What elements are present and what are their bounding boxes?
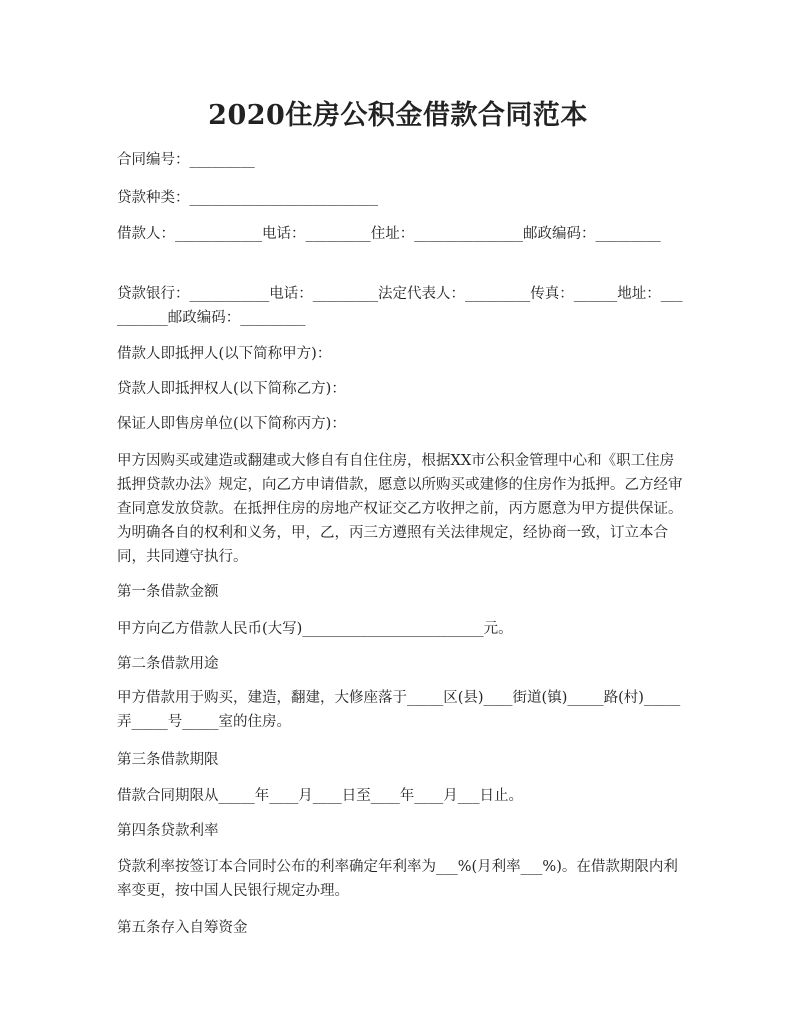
- lender-bank-info-line: 贷款银行：___________电话：_________法定代表人：_________传真：______地址：__________邮政编码：_________: [117, 286, 683, 326]
- article-1-body: 甲方向乙方借款人民币(大写)_________________________元。: [117, 621, 513, 637]
- party-c-line: 保证人即售房单位(以下简称丙方)：: [117, 416, 346, 432]
- article-2-body: 甲方借款用于购买，建造，翻建，大修座落于_____区(县)____街道(镇)_____路(村)_____弄_____号_____室的住房。: [117, 690, 681, 730]
- party-b-line: 贷款人即抵押权人(以下简称乙方)：: [117, 381, 346, 397]
- contract-number-line: 合同编号：_________: [117, 152, 255, 168]
- document-title: 2020住房公积金借款合同范本: [208, 100, 588, 131]
- loan-type-line: 贷款种类：__________________________: [117, 190, 378, 206]
- borrower-info-line: 借款人：____________电话：_________住址：_______________邮政编码：_________: [117, 226, 661, 242]
- article-5-heading: 第五条存入自筹资金: [117, 920, 248, 936]
- party-a-line: 借款人即抵押人(以下简称甲方)：: [117, 346, 332, 362]
- article-1-heading: 第一条借款金额: [117, 584, 219, 600]
- preamble-paragraph: 甲方因购买或建造或翻建或大修自有自住住房，根据XX市公积金管理中心和《职工住房抵押贷款办法》规定，向乙方申请借款，愿意以所购买或建修的住房作为抵押。乙方经审查同意发放贷款。在抵押住房的房地产权证交乙方收押之前，丙方愿意为甲方提供保证。为明确各自的权利和义务，甲，乙，丙三方遵照有关法律规定，经协商一致，订立本合同，共同遵守执行。: [117, 453, 683, 565]
- article-4-body: 贷款利率按签订本合同时公布的利率确定年利率为___%(月利率___%)。在借款期限内利率变更，按中国人民银行规定办理。: [117, 859, 678, 899]
- article-4-heading: 第四条贷款利率: [117, 823, 219, 839]
- article-3-heading: 第三条借款期限: [117, 752, 219, 768]
- article-3-body: 借款合同期限从_____年____月____日至____年____月___日止。: [117, 788, 523, 804]
- article-2-heading: 第二条借款用途: [117, 656, 219, 672]
